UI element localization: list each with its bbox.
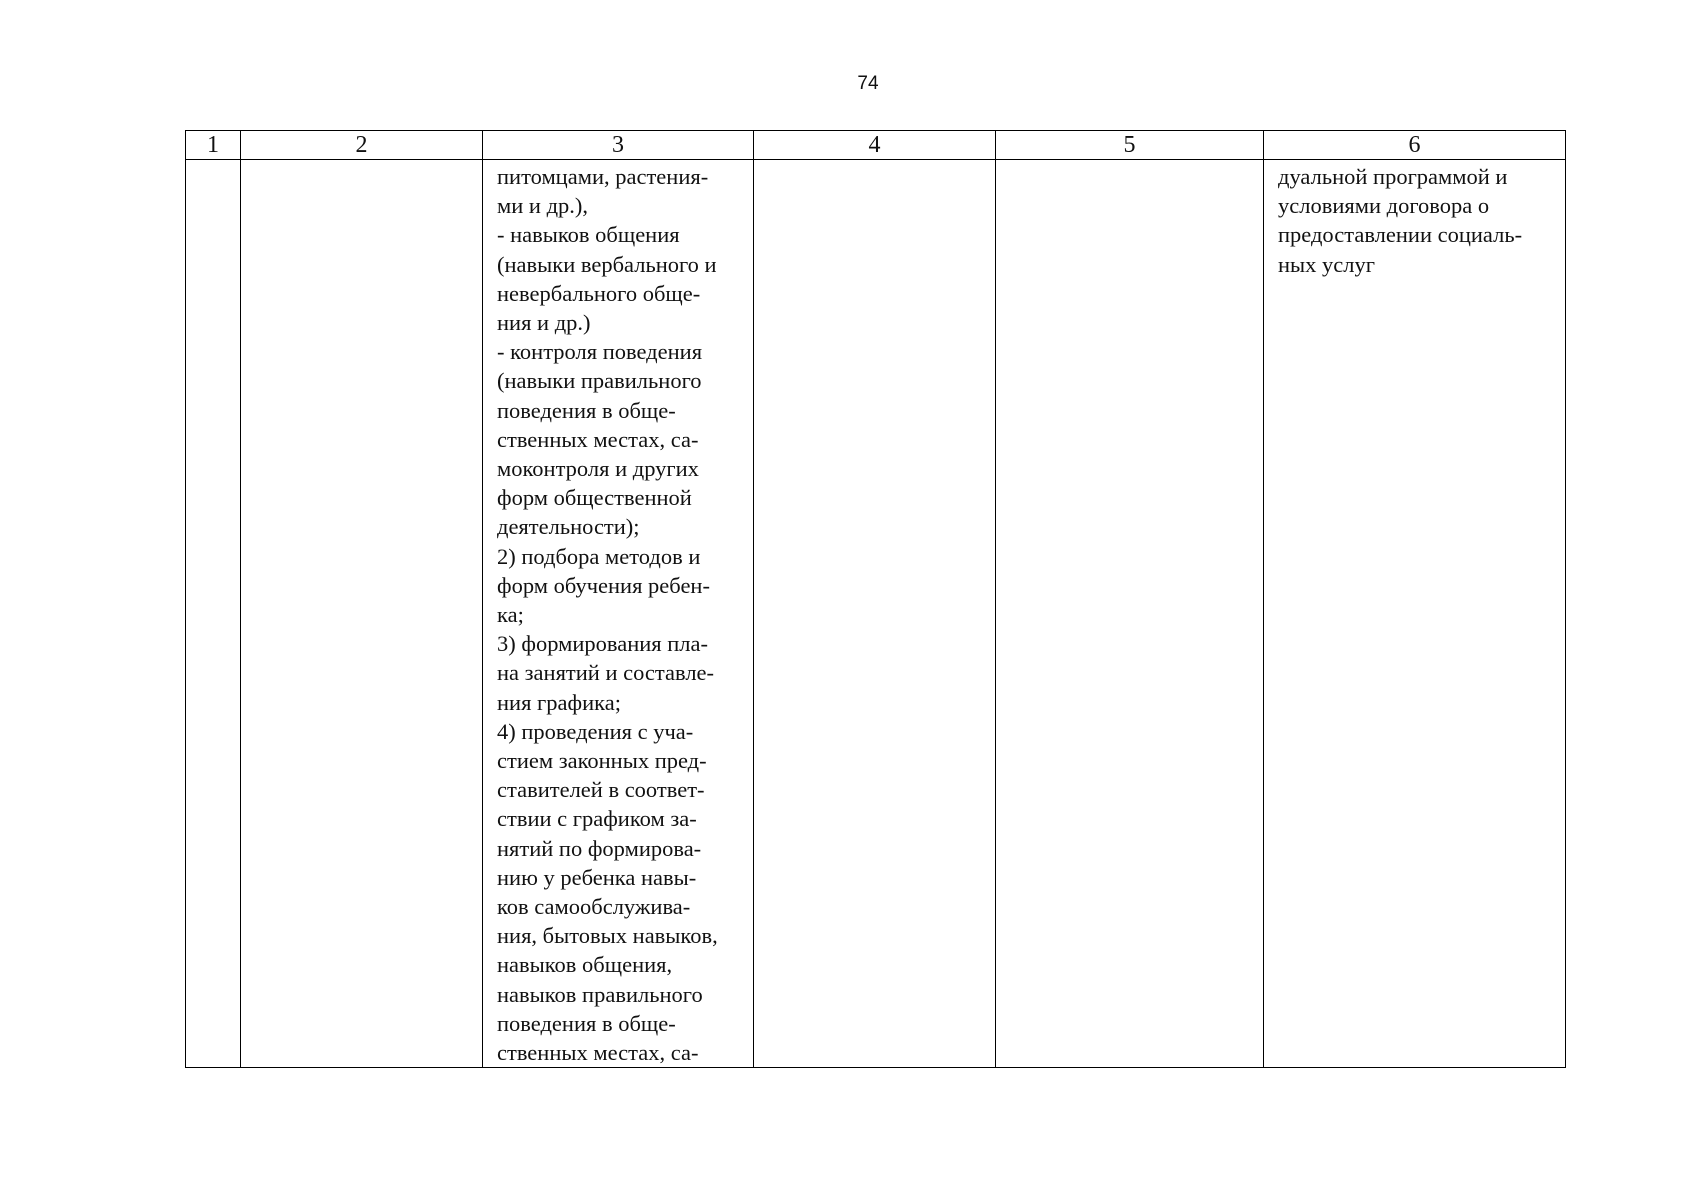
text-line: ствии с графиком за- <box>497 806 697 832</box>
text-line: навыков общения, <box>497 952 673 978</box>
table-row <box>186 160 1566 1068</box>
cell-col-1 <box>186 160 241 1068</box>
text-line: стием законных пред- <box>497 748 707 774</box>
text-line: форм общественной <box>497 485 692 511</box>
text-line: форм обучения ребен- <box>497 572 710 598</box>
text-line: нию у ребенка навы- <box>497 864 697 890</box>
column-number-1: 1 <box>186 131 241 160</box>
text-line: 3) формирования пла- <box>497 631 709 657</box>
text-line: питомцами, растения- <box>497 164 709 189</box>
cell-col-6 <box>1264 160 1566 1068</box>
text-line: ния графика; <box>497 689 621 715</box>
services-table <box>185 130 1566 1068</box>
column-number-2: 2 <box>241 131 483 160</box>
text-line: деятельности); <box>497 514 640 540</box>
page-number: 74 <box>857 73 879 94</box>
text-line: предоставлении социаль- <box>1278 222 1523 248</box>
cell-col-2 <box>241 160 483 1068</box>
text-line: ставителей в соответ- <box>497 777 705 803</box>
text-line: ственных местах, са- <box>497 1040 699 1066</box>
column-number-3: 3 <box>483 131 754 160</box>
text-line: (навыки правильного <box>497 368 702 394</box>
column-number-5: 5 <box>996 131 1264 160</box>
text-line: навыков правильного <box>497 981 703 1007</box>
text-line: 2) подбора методов и <box>497 543 701 569</box>
cell-col-4 <box>754 160 996 1068</box>
text-line: ков самообслужива- <box>497 894 691 920</box>
text-line: ка; <box>497 602 524 628</box>
text-line: на занятий и составле- <box>497 660 715 686</box>
text-line: нятий по формирова- <box>497 835 702 861</box>
cell-col-5 <box>996 160 1264 1068</box>
column-number-6: 6 <box>1264 131 1566 160</box>
text-line: ния, бытовых навыков, <box>497 923 718 949</box>
cell-col-3 <box>483 160 754 1068</box>
text-line: (навыки вербального и <box>497 251 717 277</box>
text-line: ми и др.), <box>497 193 589 219</box>
text-line: ния и др.) <box>497 310 591 336</box>
column-number-row <box>186 131 1566 160</box>
cell-col-6-text <box>1264 160 1565 279</box>
cell-col-3-text <box>483 160 753 1067</box>
text-line: поведения в обще- <box>497 397 676 423</box>
text-line: моконтроля и других <box>497 456 699 482</box>
text-line: 4) проведения с уча- <box>497 718 694 744</box>
text-line: поведения в обще- <box>497 1010 676 1036</box>
text-line: условиями договора о <box>1278 193 1490 219</box>
text-line: ных услуг <box>1278 251 1375 277</box>
text-line: - контроля поведения <box>497 339 703 365</box>
text-line: невербального обще- <box>497 280 701 306</box>
column-number-4: 4 <box>754 131 996 160</box>
text-line: - навыков общения <box>497 222 680 248</box>
text-line: дуальной программой и <box>1278 164 1508 189</box>
text-line: ственных местах, са- <box>497 426 699 452</box>
